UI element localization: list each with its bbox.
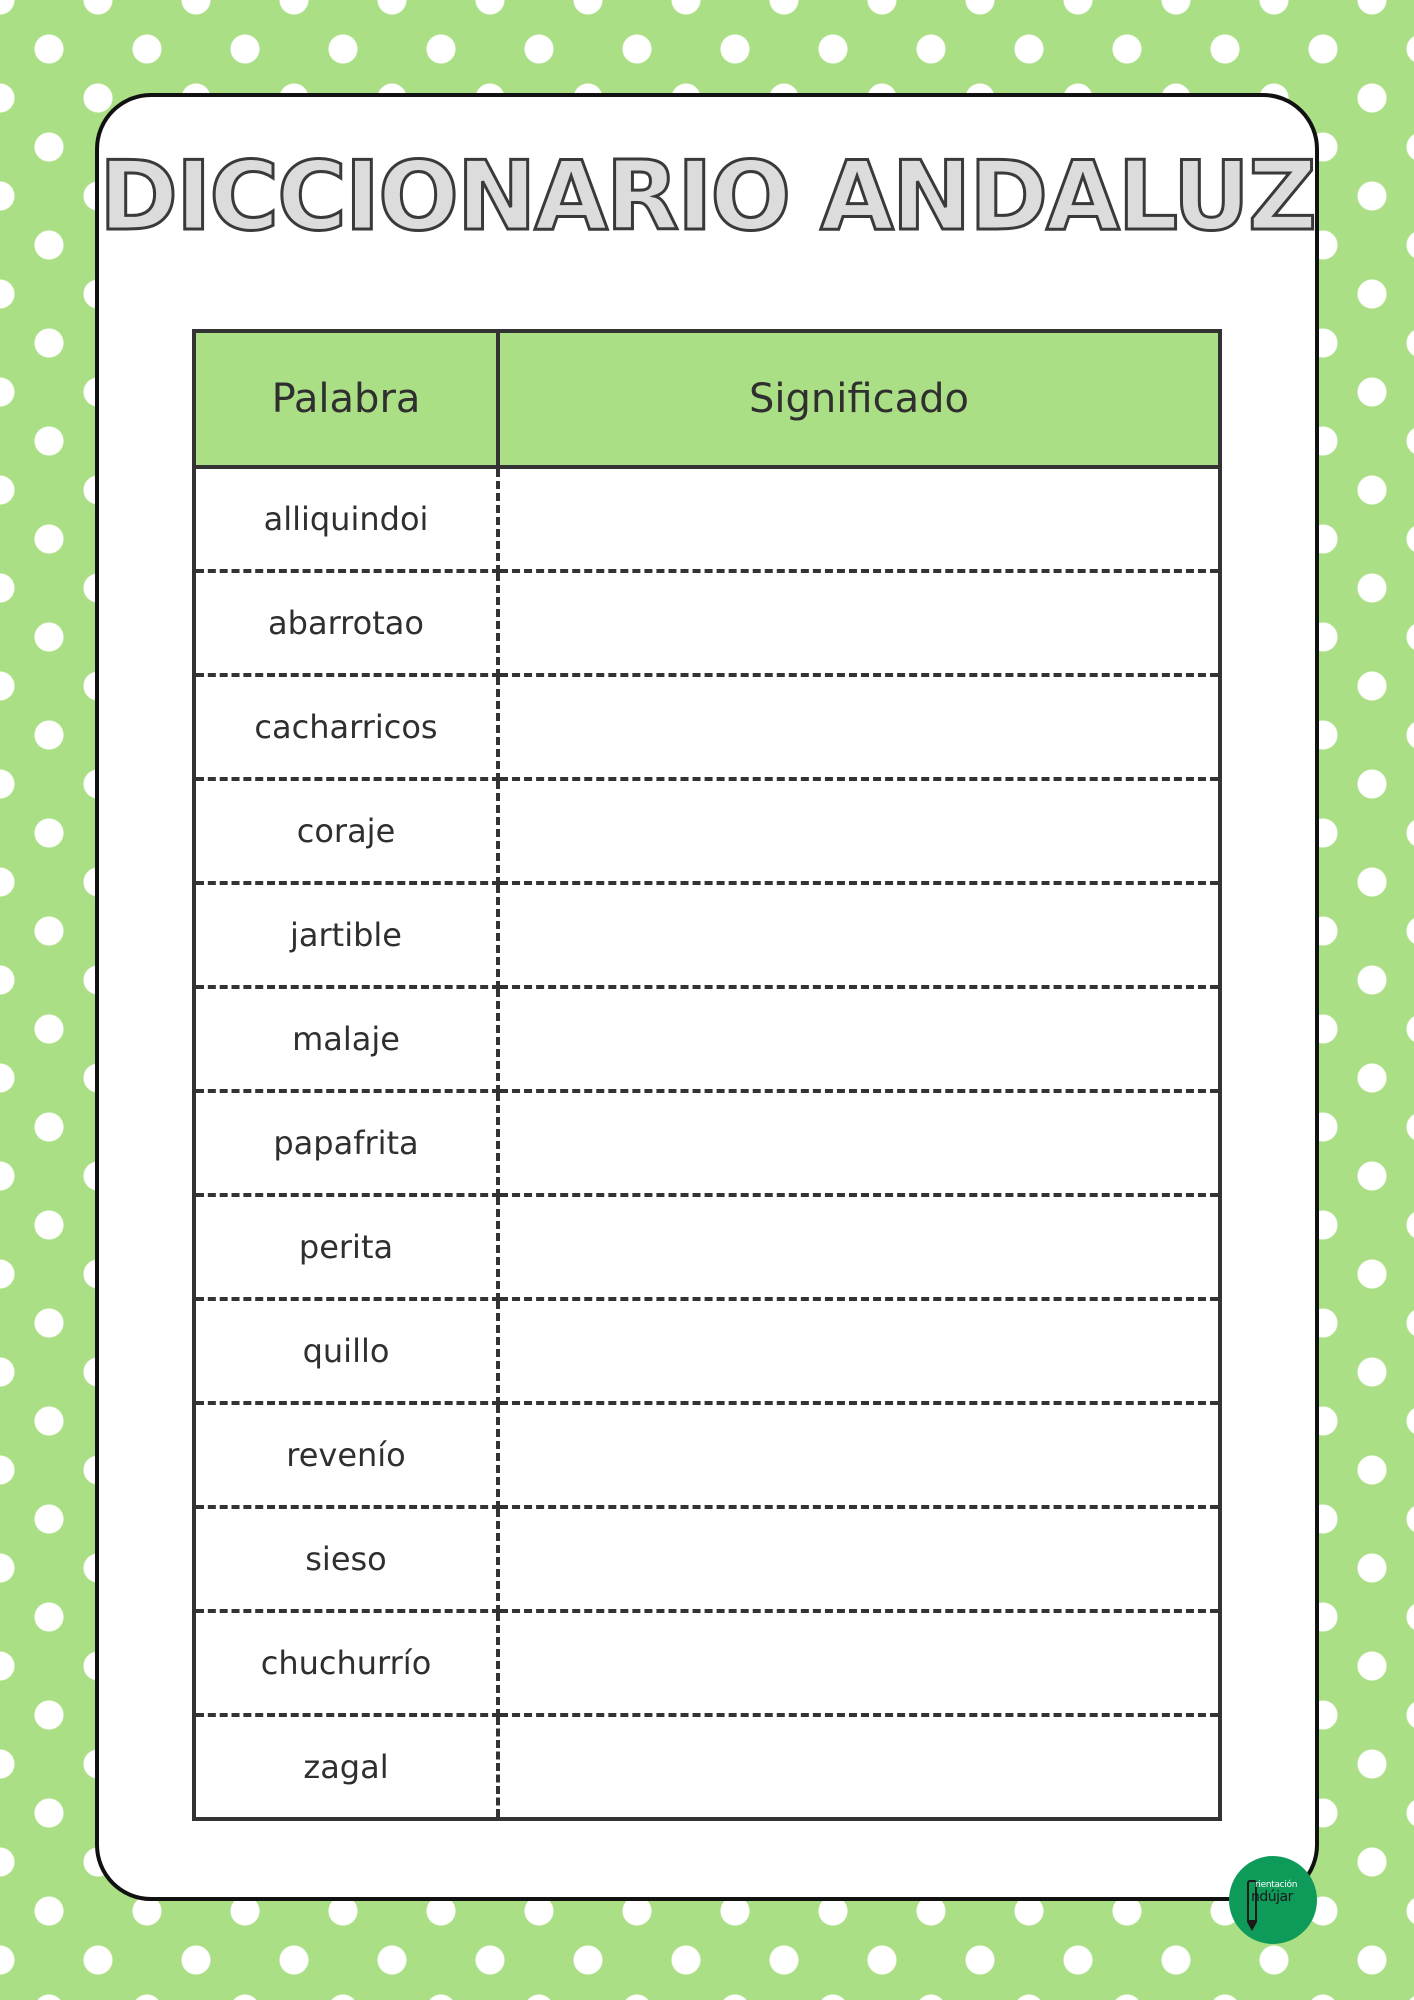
word-cell: papafrita [194, 1091, 498, 1195]
brand-logo [1229, 1856, 1317, 1944]
table-row [194, 1195, 1220, 1299]
word-cell: revenío [194, 1403, 498, 1507]
table-row [194, 1403, 1220, 1507]
table-row [194, 987, 1220, 1091]
table-row [194, 883, 1220, 987]
meaning-cell [498, 1195, 1220, 1299]
pencil-tip-icon [1247, 1922, 1257, 1931]
table-row [194, 1507, 1220, 1611]
meaning-cell [498, 1611, 1220, 1715]
meaning-cell [498, 571, 1220, 675]
word-cell: abarrotao [194, 571, 498, 675]
word-cell: zagal [194, 1715, 498, 1819]
word-cell: coraje [194, 779, 498, 883]
meaning-cell [498, 987, 1220, 1091]
logo-text-bottom: ndújar [1251, 1889, 1293, 1905]
table-row [194, 1611, 1220, 1715]
meaning-cell [498, 675, 1220, 779]
table-row [194, 675, 1220, 779]
dictionary-table [192, 329, 1222, 1821]
word-cell: sieso [194, 1507, 498, 1611]
table-row [194, 1715, 1220, 1819]
meaning-cell [498, 1091, 1220, 1195]
word-cell: malaje [194, 987, 498, 1091]
meaning-cell [498, 779, 1220, 883]
word-cell: cacharricos [194, 675, 498, 779]
word-cell: quillo [194, 1299, 498, 1403]
word-cell: alliquindoi [194, 467, 498, 571]
meaning-cell [498, 1403, 1220, 1507]
word-cell: chuchurrío [194, 1611, 498, 1715]
word-cell: perita [194, 1195, 498, 1299]
meaning-cell [498, 467, 1220, 571]
word-cell: jartible [194, 883, 498, 987]
table-row [194, 571, 1220, 675]
meaning-cell [498, 883, 1220, 987]
meaning-cell [498, 1299, 1220, 1403]
table-row [194, 1299, 1220, 1403]
table-row [194, 467, 1220, 571]
meaning-cell [498, 1715, 1220, 1819]
column-header-meaning: Significado [498, 331, 1220, 467]
table-row [194, 1091, 1220, 1195]
column-header-word: Palabra [194, 331, 498, 467]
table-row [194, 779, 1220, 883]
page-title: DICCIONARIO ANDALUZ [99, 142, 1315, 252]
table-header-row [194, 331, 1220, 467]
meaning-cell [498, 1507, 1220, 1611]
logo-text-top: rientación [1255, 1880, 1298, 1890]
